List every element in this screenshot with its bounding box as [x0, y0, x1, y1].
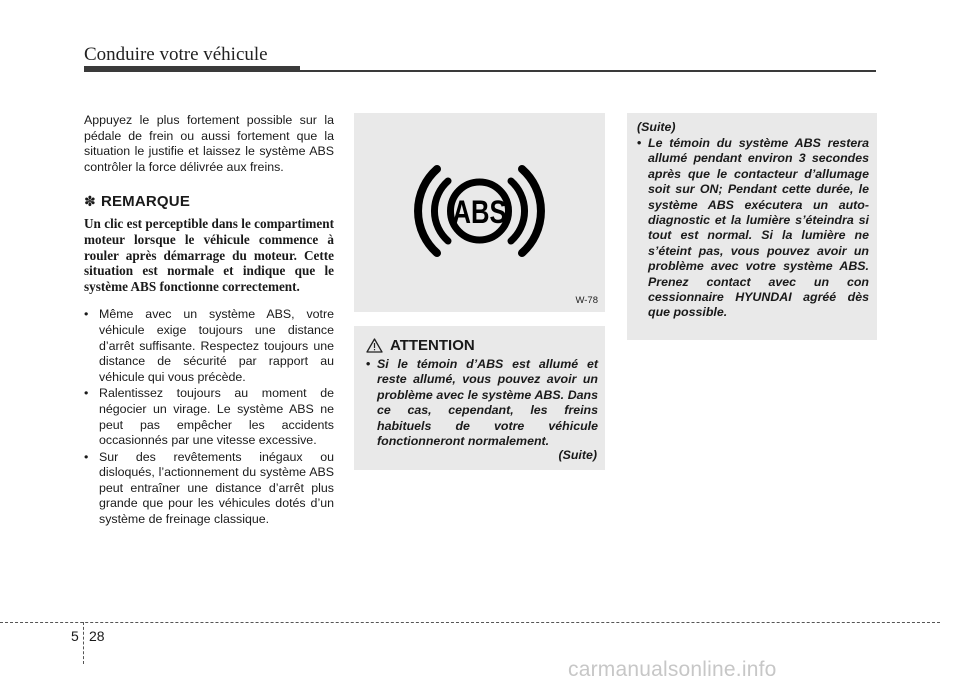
note-heading-label: REMARQUE — [100, 193, 191, 211]
attention-text: Si le témoin d’ABS est allumé et reste allumé, vous pouvez avoir un problème avec le système ABS. Dans ce cas, cependant, les freins habituels de votre véhicule fonctionneront normalement. — [377, 357, 598, 449]
chapter-number: 5 — [71, 628, 79, 644]
bullet-icon: • — [366, 357, 371, 371]
attention-heading — [366, 337, 475, 354]
continuation-label: (Suite) — [637, 120, 676, 134]
figure-code: W-78 — [575, 295, 598, 306]
attention-heading-label: ATTENTION — [390, 337, 475, 354]
bullet-list — [84, 307, 334, 527]
list-item — [84, 386, 334, 448]
bullet-icon: • — [84, 449, 89, 464]
list-item — [84, 450, 334, 528]
continuation-box — [627, 113, 877, 340]
abs-warning-light-icon — [354, 113, 605, 312]
bullet-icon: • — [637, 136, 642, 150]
intro-paragraph: Appuyez le plus fortement possible sur la pédale de frein ou aussi fortement que la situation le justifie et laissez le système ABS contrôler la force délivrée aux freins. — [84, 113, 334, 174]
list-item-text: Même avec un système ABS, votre véhicule exige toujours une distance d’arrêt suffisante. Respectez toujours une distance de sécurité par rapport au véhicule qui vous précède. — [99, 307, 334, 384]
attention-list — [366, 357, 598, 449]
footer-vertical-rule — [83, 622, 84, 664]
continuation-list — [637, 136, 869, 321]
continuation-text: Le témoin du système ABS restera allumé pendant environ 3 secondes après que le contacteur d’allumage soit sur ON; Pendant cette durée, le système ABS exécutera un auto-diagnostic et la lumière s’éteindra si tout est normal. Si la lumière ne s’éteint pas, vous pouvez avoir un problème avec votre système ABS. Prenez contact avec un con cessionnaire HYUNDAI agréé dès que possible. — [648, 136, 869, 320]
attention-box — [354, 326, 605, 470]
list-item — [84, 307, 334, 385]
warning-triangle-icon — [366, 338, 383, 353]
list-item-text: Sur des revêtements inégaux ou disloqués, l’actionnement du système ABS peut entraîner une distance d’arrêt plus grande que pour les véhicules dotés d’un système de freinage classique. — [99, 449, 334, 527]
bullet-icon: • — [84, 386, 89, 401]
list-item-text: Ralentissez toujours au moment de négocier un virage. Le système ABS ne peut pas empêcher les accidents occasionnés par une vitesse excessive. — [99, 386, 334, 448]
note-star-icon: ✽ — [84, 193, 96, 210]
abs-label: ABS — [452, 194, 507, 230]
header-rule-thick — [84, 66, 300, 72]
watermark: carmanualsonline.info — [568, 658, 777, 681]
left-column — [84, 113, 334, 529]
bullet-icon: • — [84, 307, 89, 322]
note-body: Un clic est perceptible dans le compartiment moteur lorsque le véhicule commence à rouler après démarrage du moteur. Cette situation est normale et indique que le système ABS fonctionne correctement. — [84, 216, 334, 294]
header-rule-thin — [300, 70, 876, 72]
footer-dashed-rule — [0, 622, 940, 623]
attention-continued: (Suite) — [558, 448, 597, 462]
abs-figure-box — [354, 113, 605, 312]
page-number: 28 — [89, 628, 105, 644]
list-item — [637, 136, 869, 321]
note-heading — [84, 193, 334, 210]
page-header-title: Conduire votre véhicule — [84, 44, 268, 65]
list-item — [366, 357, 598, 449]
